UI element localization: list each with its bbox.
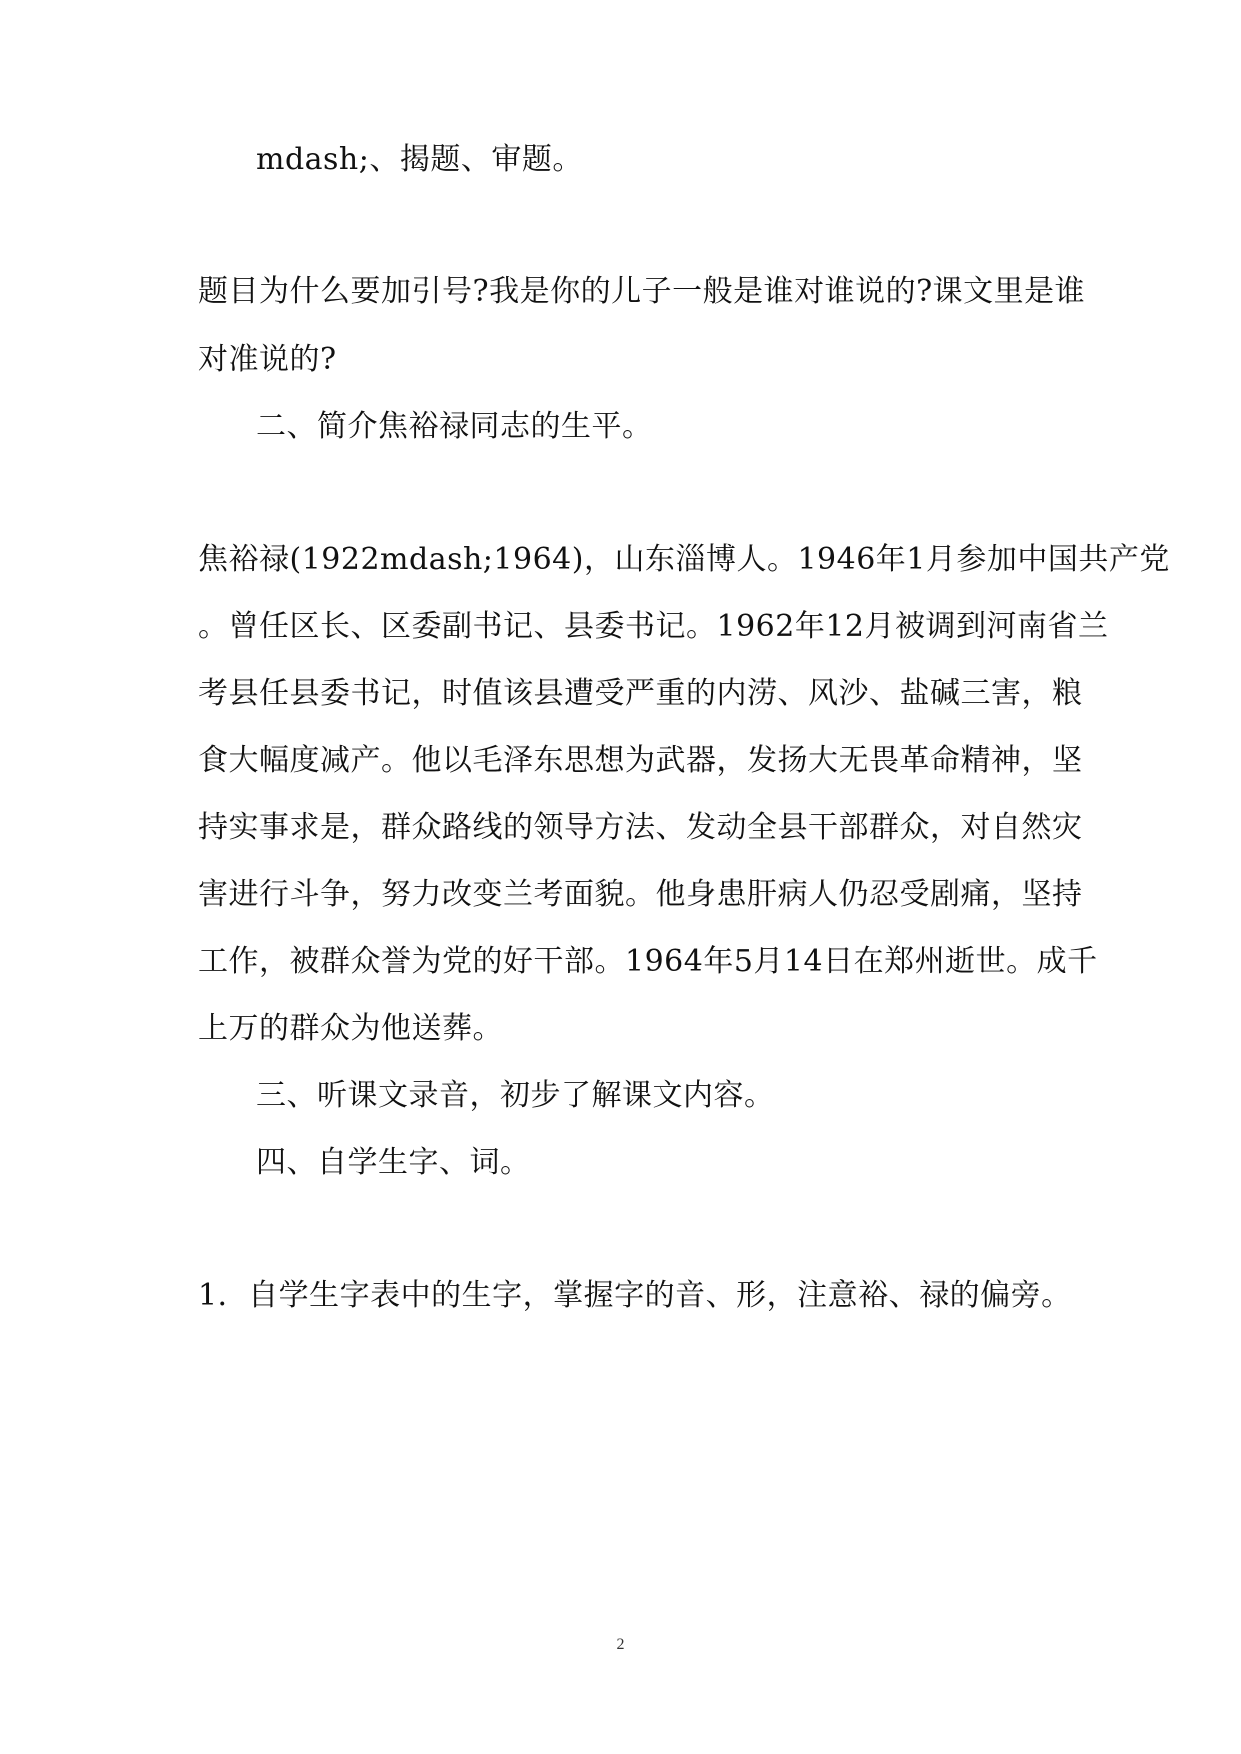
list-item-1: 1．自学生字表中的生字，掌握字的音、形，注意裕、禄的偏旁。 (198, 1278, 1072, 1313)
question-paragraph-line-1: 题目为什么要加引号?我是你的儿子一般是谁对谁说的?课文里是谁 (198, 274, 1086, 309)
bio-paragraph-line-4: 食大幅度减产。他以毛泽东思想为武器，发扬大无畏革命精神，坚 (198, 743, 1083, 778)
bio-paragraph-line-7: 工作，被群众誉为党的好干部。1964年5月14日在郑州逝世。成千 (198, 944, 1098, 979)
section-heading-4: 四、自学生字、词。 (256, 1145, 531, 1180)
page-number: 2 (616, 1636, 625, 1653)
bio-paragraph-line-5: 持实事求是，群众路线的领导方法、发动全县干部群众，对自然灾 (198, 810, 1083, 845)
question-paragraph-line-2: 对准说的? (198, 342, 337, 377)
bio-paragraph-line-6: 害进行斗争，努力改变兰考面貌。他身患肝病人仍忍受剧痛，坚持 (198, 877, 1083, 912)
bio-paragraph-line-1: 焦裕禄(1922mdash;1964)，山东淄博人。1946年1月参加中国共产党 (198, 542, 1170, 577)
section-heading-3: 三、听课文录音，初步了解课文内容。 (256, 1078, 775, 1113)
section-heading-2: 二、简介焦裕禄同志的生平。 (256, 409, 653, 444)
bio-paragraph-line-3: 考县任县委书记，时值该县遭受严重的内涝、风沙、盐碱三害，粮 (198, 676, 1083, 711)
paragraph-intro-line: mdash;、揭题、审题。 (256, 142, 583, 177)
bio-paragraph-line-2: 。曾任区长、区委副书记、县委书记。1962年12月被调到河南省兰 (198, 609, 1109, 644)
bio-paragraph-line-8: 上万的群众为他送葬。 (198, 1011, 503, 1046)
